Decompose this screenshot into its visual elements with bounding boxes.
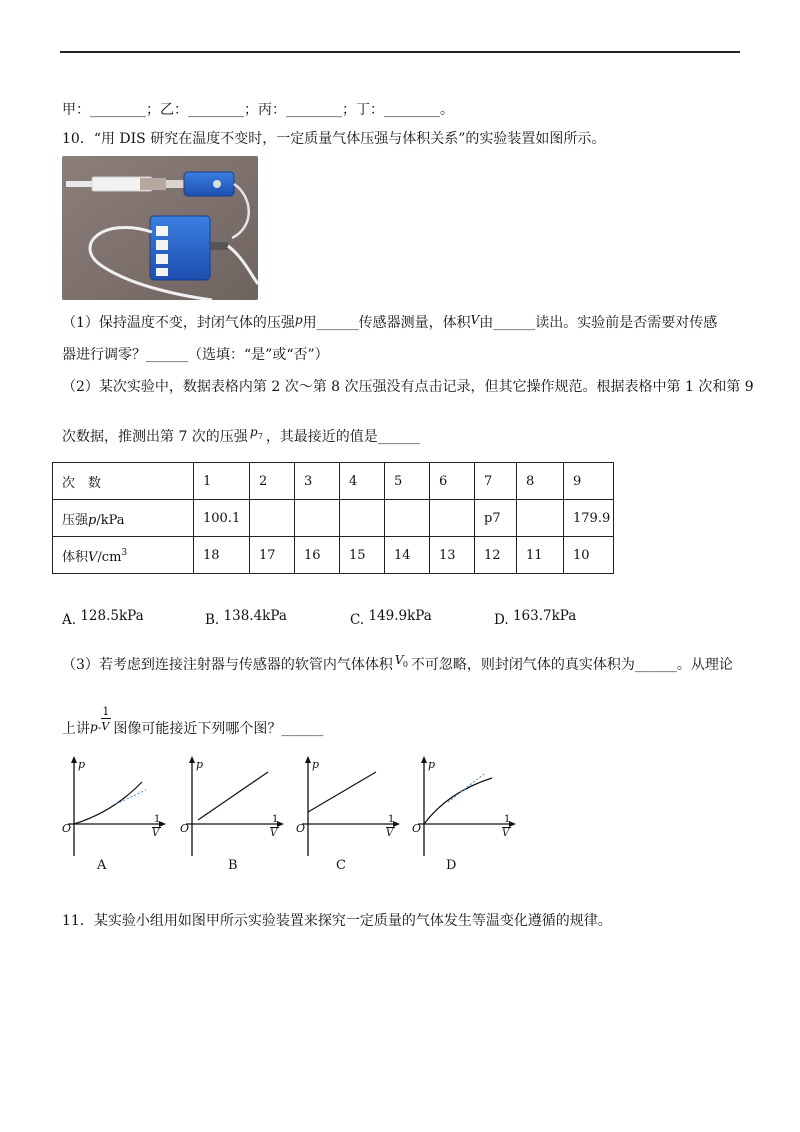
- curve-up: [74, 782, 142, 824]
- graph-c-label: C: [336, 858, 346, 873]
- curve-down: [424, 778, 492, 824]
- table-cell: [517, 500, 564, 537]
- apparatus-photo: [62, 156, 258, 300]
- option-letter: C.: [350, 612, 365, 628]
- q10-part3-line1: [62, 654, 733, 674]
- table-cell: 13: [430, 537, 475, 574]
- table-cell: 7: [475, 463, 517, 500]
- table-cell: 2: [250, 463, 295, 500]
- table-header-label: 次 数: [53, 463, 194, 500]
- q10-part1-text-a: （1）保持温度不变，封闭气体的压强: [62, 315, 295, 331]
- q10-part2-line1: （2）某次实验中，数据表格内第 2 次～第 8 次压强没有点击记录，但其它操作规范。根据表格中第 1 次和第 9: [62, 379, 754, 395]
- q10-part1-text-b: 用______传感器测量，体积: [302, 315, 471, 331]
- q10-part2-line2: [62, 426, 420, 446]
- axis-x-den: V: [270, 828, 278, 839]
- table-cell: 15: [340, 537, 385, 574]
- pressure-label-unit: /kPa: [96, 512, 125, 528]
- option-a[interactable]: [62, 608, 144, 628]
- option-b[interactable]: [205, 608, 287, 628]
- table-cell: 11: [517, 537, 564, 574]
- table-cell: 5: [385, 463, 430, 500]
- pressure-label-text: 压强: [62, 512, 89, 528]
- line-straight: [198, 772, 268, 820]
- axis-x-num: 1: [504, 814, 511, 825]
- option-c[interactable]: [350, 608, 432, 628]
- volume-label-unit: /cm: [97, 549, 122, 565]
- axis-x-num: 1: [272, 814, 279, 825]
- table-row-pressure: [53, 500, 614, 537]
- axis-y-label: p: [78, 758, 86, 771]
- axis-x-num: 1: [154, 814, 161, 825]
- origin-label: O: [62, 822, 72, 835]
- var-p7: p: [249, 425, 258, 439]
- graph-c[interactable]: [292, 752, 410, 870]
- q10-part3-text-b: 不可忽略，则封闭气体的真实体积为______。从理论: [410, 657, 733, 673]
- graph-d-label: D: [446, 858, 457, 873]
- table-cell: 1: [194, 463, 250, 500]
- table-cell: 16: [295, 537, 340, 574]
- data-table: [52, 462, 614, 574]
- graph-d[interactable]: [408, 752, 526, 870]
- origin-label: O: [412, 822, 422, 835]
- graph-b-plot: [176, 752, 294, 870]
- option-letter: B.: [205, 612, 220, 628]
- q10-part2-text-b: ，其最接近的值是______: [265, 429, 420, 445]
- question-11-title: 11．某实验小组用如图甲所示实验装置来探究一定质量的气体发生等温变化遵循的规律。: [62, 913, 612, 929]
- table-volume-label: [53, 537, 194, 574]
- option-d[interactable]: [494, 608, 577, 628]
- dash: -: [97, 721, 102, 734]
- axis-y-label: p: [196, 758, 204, 771]
- axis-y-label: p: [428, 758, 436, 771]
- graph-a-label: A: [97, 858, 107, 873]
- table-cell: 100.1: [194, 500, 250, 537]
- option-letter: A.: [62, 612, 77, 628]
- table-row-number: [53, 463, 614, 500]
- volume-label-text: 体积: [62, 549, 89, 565]
- q10-part3-text-a: （3）若考虑到连接注射器与传感器的软管内气体体积: [62, 657, 393, 673]
- table-cell: [295, 500, 340, 537]
- frac-den: V: [101, 720, 110, 733]
- table-cell: 9: [564, 463, 614, 500]
- question-10-title: 10．“用 DIS 研究在温度不变时，一定质量气体压强与体积关系”的实验装置如图所示。: [62, 131, 606, 147]
- table-pressure-label: [53, 500, 194, 537]
- frac-num: 1: [102, 705, 110, 718]
- table-cell: 6: [430, 463, 475, 500]
- option-letter: D.: [494, 612, 509, 628]
- q10-part1-line1: [62, 312, 717, 332]
- axis-x-num: 1: [388, 814, 395, 825]
- graph-b-label: B: [228, 858, 238, 873]
- var-p7-sub: 7: [257, 432, 263, 441]
- option-value: 128.5kPa: [80, 608, 144, 624]
- q10-part3-line2: [62, 705, 324, 738]
- graph-d-plot: [408, 752, 526, 870]
- table-cell: 18: [194, 537, 250, 574]
- option-value: 149.9kPa: [368, 608, 432, 624]
- frac-bar: [101, 718, 111, 719]
- table-cell: [250, 500, 295, 537]
- q10-part3-text-c: 上讲: [62, 721, 90, 737]
- tangent-dashed: [448, 774, 484, 802]
- table-cell: 17: [250, 537, 295, 574]
- table-cell: 10: [564, 537, 614, 574]
- var-v0: V: [394, 653, 404, 667]
- volume-label-var: V: [88, 549, 98, 565]
- q10-part2-text-a: 次数据，推测出第 7 次的压强: [62, 429, 248, 445]
- var-v: V: [470, 313, 480, 327]
- table-cell: p7: [475, 500, 517, 537]
- q10-part1-line2: 器进行调零？______（选填：“是”或“否”）: [62, 347, 329, 363]
- table-row-volume: [53, 537, 614, 574]
- origin-label: O: [180, 822, 190, 835]
- q10-part1-text-c: 由______读出。实验前是否需要对传感: [479, 315, 718, 331]
- table-cell: 4: [340, 463, 385, 500]
- table-cell: 14: [385, 537, 430, 574]
- axis-x-den: V: [502, 828, 510, 839]
- axis-y-label: p: [312, 758, 320, 771]
- var-p: p: [294, 313, 303, 327]
- axis-x-den: V: [152, 828, 160, 839]
- graph-a[interactable]: [58, 752, 176, 870]
- table-cell: 179.9: [564, 500, 614, 537]
- volume-label-sup: 3: [121, 547, 128, 558]
- answer-blanks-line: 甲：________；乙：________；丙：________；丁：________。: [62, 102, 454, 118]
- option-value: 163.7kPa: [512, 608, 577, 624]
- origin-label: O: [296, 822, 306, 835]
- table-cell: [385, 500, 430, 537]
- graph-c-plot: [292, 752, 410, 870]
- table-cell: [430, 500, 475, 537]
- apparatus-illustration: [62, 156, 258, 300]
- table-cell: [340, 500, 385, 537]
- graph-b[interactable]: [176, 752, 294, 870]
- line-offset: [308, 772, 376, 812]
- table-cell: 8: [517, 463, 564, 500]
- var-p-graph: p: [90, 720, 98, 734]
- var-v0-sub: 0: [402, 660, 408, 669]
- graph-a-plot: [58, 752, 176, 870]
- pressure-label-var: p: [88, 512, 97, 528]
- header-rule: [60, 51, 740, 53]
- table-cell: 3: [295, 463, 340, 500]
- q10-part3-text-d: 图像可能接近下列哪个图？______: [113, 721, 324, 737]
- axis-x-den: V: [386, 828, 394, 839]
- option-value: 138.4kPa: [223, 608, 287, 624]
- table-cell: 12: [475, 537, 517, 574]
